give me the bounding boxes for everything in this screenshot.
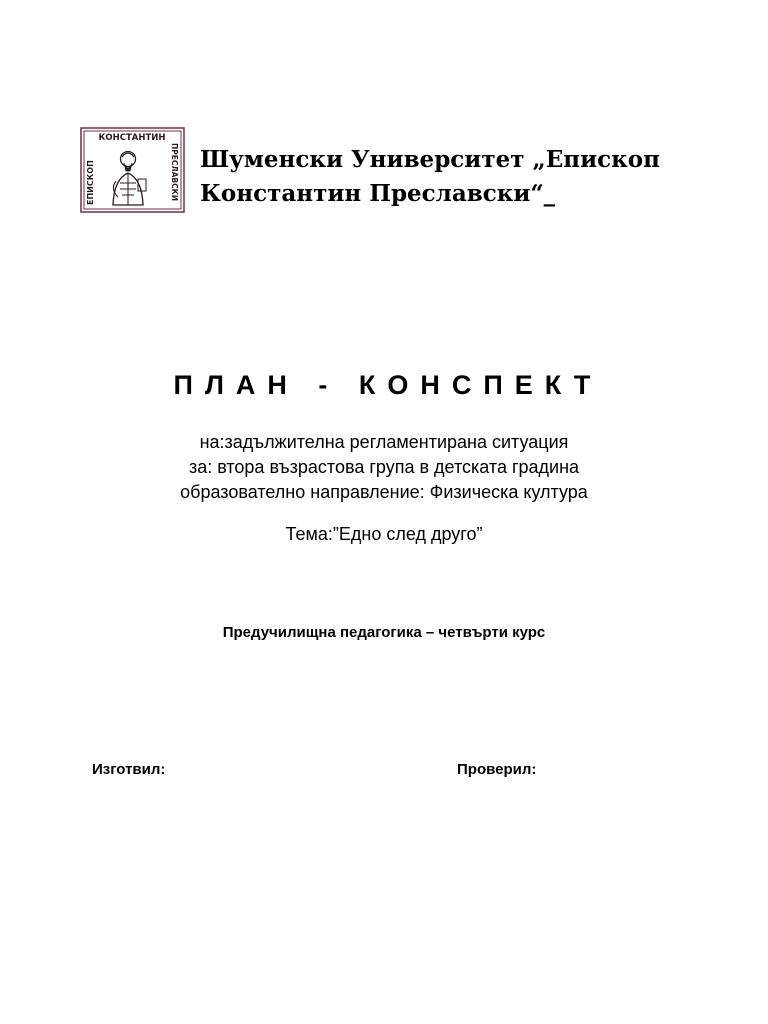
university-seal-logo xyxy=(80,127,185,213)
document-title: ПЛАН - КОНСПЕКТ xyxy=(173,370,603,400)
topic-line: Тема:”Едно след друго” xyxy=(285,524,483,544)
seal-icon xyxy=(80,127,185,213)
svg-text:ПРЕСЛАВСКИ: ПРЕСЛАВСКИ xyxy=(170,143,179,202)
university-name xyxy=(200,143,660,211)
svg-text:ЕПИСКОП: ЕПИСКОП xyxy=(86,160,95,205)
university-name-line-2: Константин Преславски“_ xyxy=(200,180,556,207)
document-subtitle xyxy=(0,430,768,505)
subtitle-line-3: образователно направление: Физическа култура xyxy=(180,482,588,502)
prepared-by-label: Изготвил: xyxy=(92,761,166,778)
checked-by-label: Проверил: xyxy=(457,761,537,778)
university-name-line-1: Шуменски Университет „Епископ xyxy=(200,146,660,173)
subtitle-line-2: за: втора възрастова група в детската градина xyxy=(188,457,580,477)
svg-text:КОНСТАНТИН: КОНСТАНТИН xyxy=(98,133,166,143)
program-line: Предучилищна педагогика – четвърти курс xyxy=(222,624,546,641)
subtitle-line-1: на:задължителна регламентирана ситуация xyxy=(199,432,569,452)
